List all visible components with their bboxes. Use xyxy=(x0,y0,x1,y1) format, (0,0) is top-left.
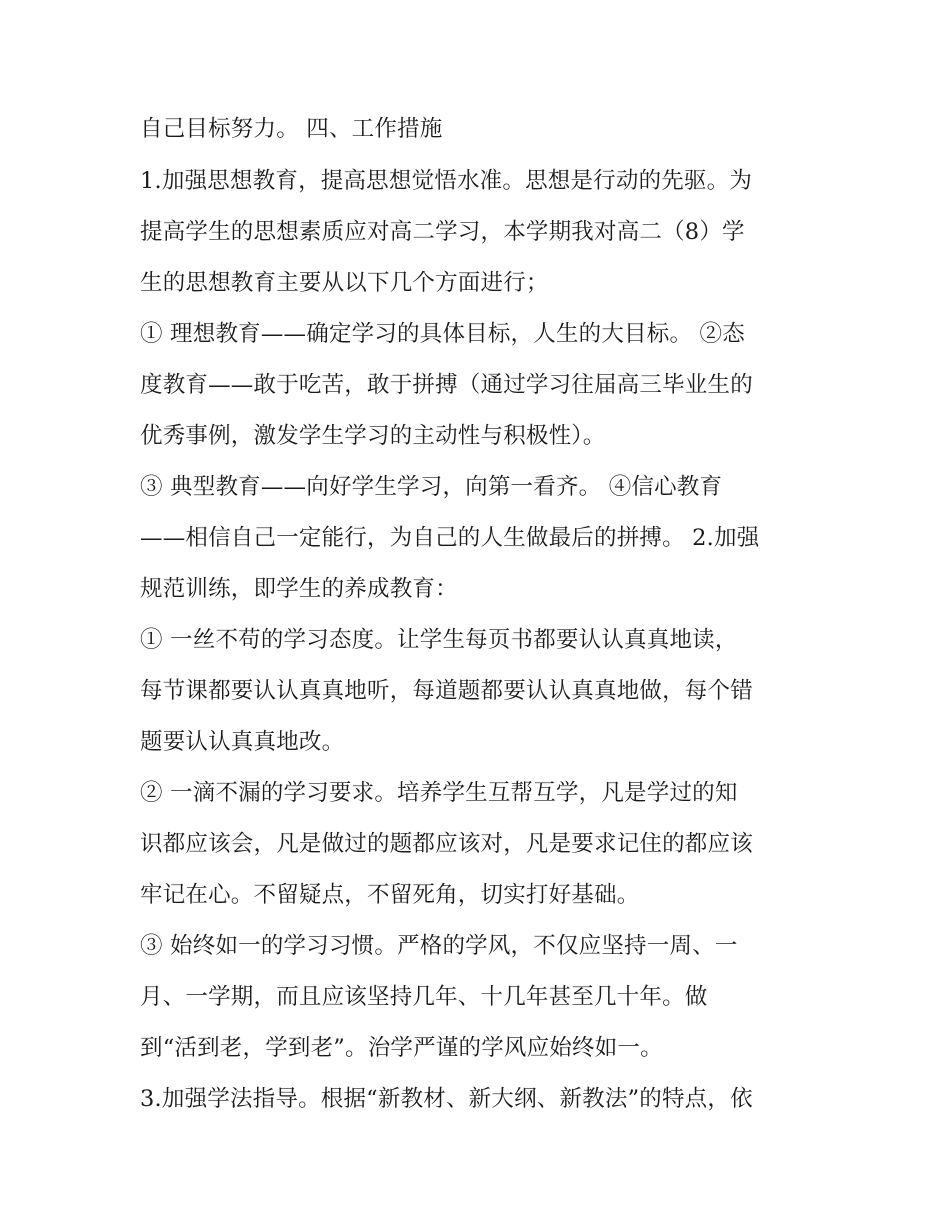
text-line: ② 一滴不漏的学习要求。培养学生互帮互学，凡是学过的知 xyxy=(140,780,738,806)
text-line: 到“活到老，学到老”。治学严谨的学风应始终如一。 xyxy=(140,1035,663,1061)
text-line: 提高学生的思想素质应对高二学习，本学期我对高二（8）学 xyxy=(140,219,745,245)
text-line: ① 一丝不苟的学习态度。让学生每页书都要认认真真地读， xyxy=(140,627,738,653)
text-line: ③ 始终如一的学习习惯。严格的学风，不仅应坚持一周、一 xyxy=(140,933,738,959)
text-line: 牢记在心。不留疑点，不留死角，切实打好基础。 xyxy=(140,882,640,908)
text-line: 度教育——敢于吃苦，敢于拼搏（通过学习往届高三毕业生的 xyxy=(140,372,753,398)
text-line: ③ 典型教育——向好学生学习，向第一看齐。 ④信心教育 xyxy=(140,474,723,500)
text-line: 优秀事例，激发学生学习的主动性与积极性）。 xyxy=(140,423,606,449)
text-line: ——相信自己一定能行，为自己的人生做最后的拼搏。 2.加强 xyxy=(140,525,760,551)
text-line: 生的思想教育主要从以下几个方面进行； xyxy=(140,270,549,296)
text-line: 1.加强思想教育，提高思想觉悟水准。思想是行动的先驱。为 xyxy=(140,168,753,194)
text-line: 每节课都要认认真真地听，每道题都要认认真真地做，每个错 xyxy=(140,678,753,704)
text-line: 自己目标努力。 四、工作措施 xyxy=(140,116,443,142)
text-line: 识都应该会，凡是做过的题都应该对，凡是要求记住的都应该 xyxy=(140,831,753,857)
text-line: 3.加强学法指导。根据“新教材、新大纲、新教法”的特点，依 xyxy=(140,1086,753,1112)
text-line: ① 理想教育——确定学习的具体目标，人生的大目标。 ②态 xyxy=(140,321,745,347)
text-line: 月、一学期，而且应该坚持几年、十几年甚至几十年。做 xyxy=(140,984,708,1010)
text-line: 题要认认真真地改。 xyxy=(140,729,345,755)
text-line: 规范训练，即学生的养成教育： xyxy=(140,576,458,602)
